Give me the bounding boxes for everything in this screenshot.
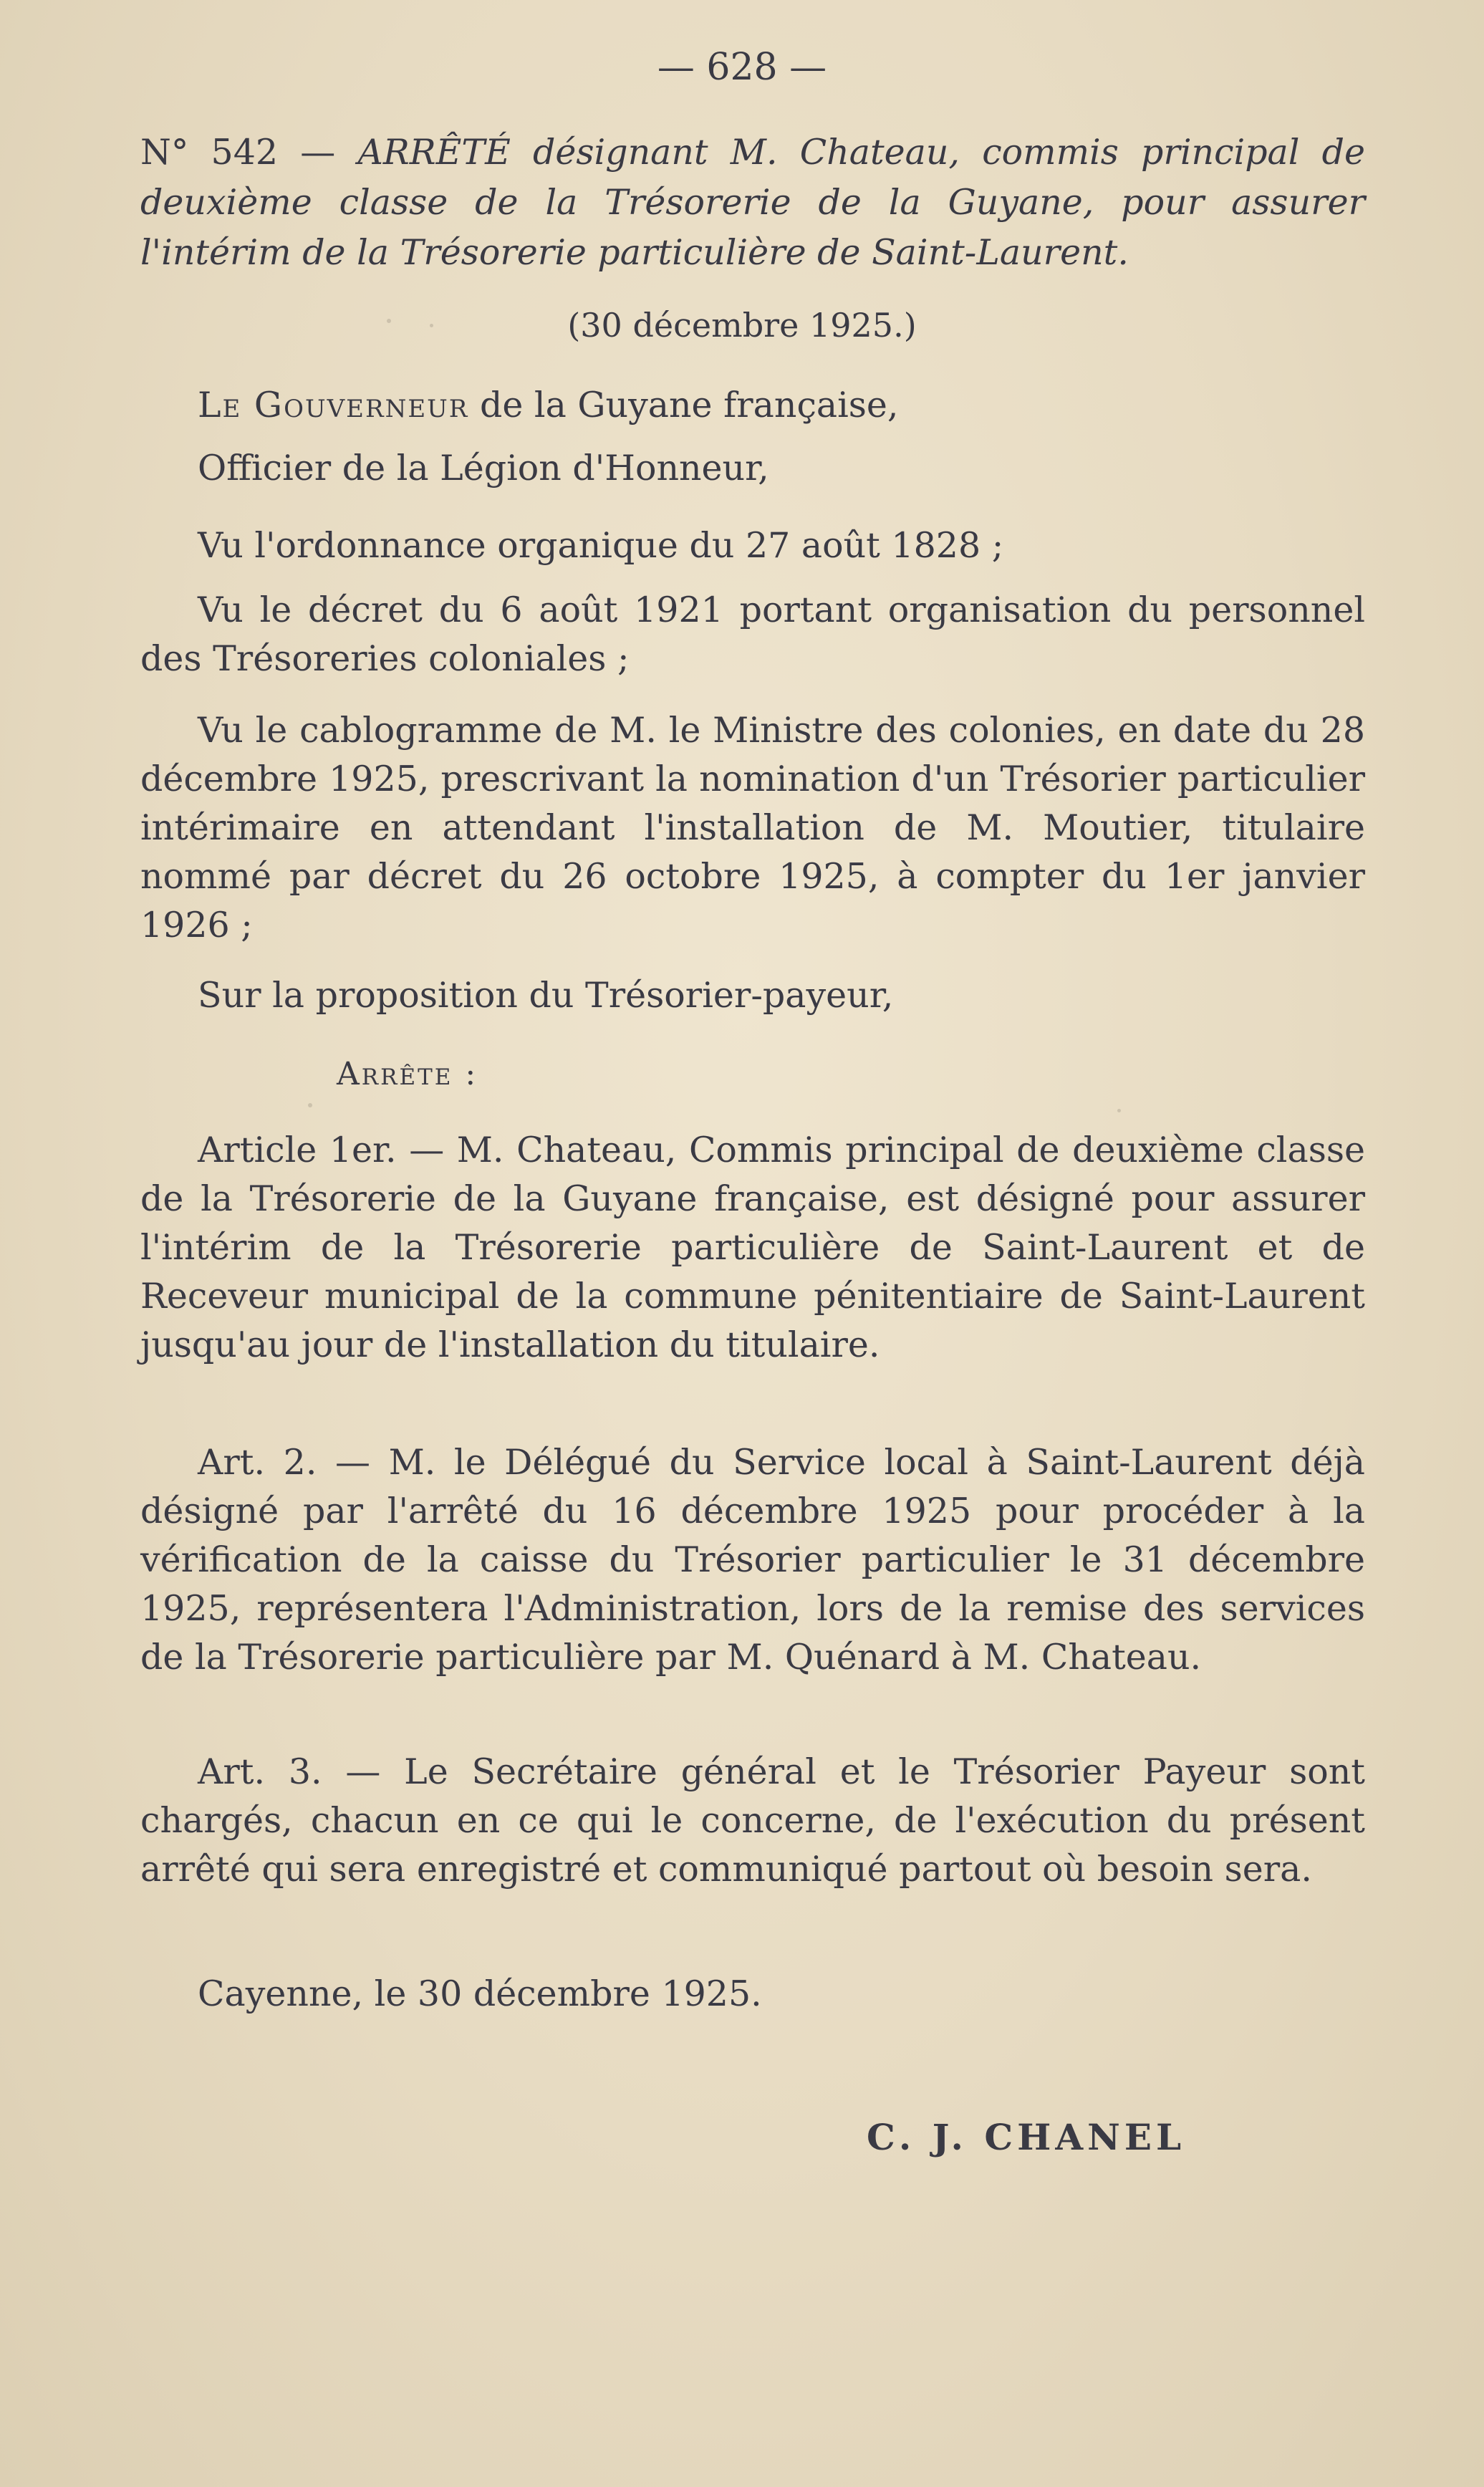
paper-speck <box>387 319 391 323</box>
sur-proposition: Sur la proposition du Trésorier-payeur, <box>198 975 894 1016</box>
decree-date: (30 décembre 1925.) <box>567 306 917 345</box>
decree-heading <box>140 128 1365 278</box>
vu-ordonnance: Vu l'ordonnance organique du 27 août 1828 ; <box>198 525 1004 566</box>
article-1: Article 1er. — M. Chateau, Commis principal de deuxième classe de la Trésorerie de la Guyane française, est désigné pour assurer l'intérim de la Trésorerie particulière de Saint-Laurent et de Receveur municipal de la commune pénitentiaire de Saint-Laurent jusqu'au jour de l'installation du titulaire. <box>140 1130 1365 1365</box>
paper-speck <box>308 1103 312 1107</box>
article-3: Art. 3. — Le Secrétaire général et le Trésorier Payeur sont chargés, chacun en ce qui le concerne, de l'exécution du présent arrêté qui sera enregistré et communiqué partout où besoin sera. <box>140 1751 1365 1890</box>
decree-number: N° 542 — <box>140 132 336 173</box>
signature: C. J. CHANEL <box>867 2116 1186 2158</box>
governor-rest: de la Guyane française, <box>468 385 899 425</box>
governor-title: Le Gouverneur <box>198 385 469 425</box>
page-number: — 628 — <box>657 46 827 89</box>
vu-decret: Vu le décret du 6 août 1921 portant organisation du personnel des Trésoreries coloniales ; <box>140 590 1365 679</box>
paper-speck <box>1117 1109 1121 1112</box>
vu-cablogramme: Vu le cablogramme de M. le Ministre des colonies, en date du 28 décembre 1925, prescrivant la nomination d'un Trésorier particulier intérimaire en attendant l'installation de M. Moutier, titulaire nommé par décret du 26 octobre 1925, à compter du 1er janvier 1926 ; <box>140 710 1365 946</box>
governor-line <box>140 381 1365 430</box>
decree-title: ARRÊTÉ désignant M. Chateau, commis principal de deuxième classe de la Trésorerie de la Guyane, pour assurer l'intérim de la Trésorerie particulière de Saint-Laurent. <box>140 132 1365 273</box>
arrete-label: Arrête : <box>337 1056 478 1092</box>
closing-place-date: Cayenne, le 30 décembre 1925. <box>198 1973 762 2014</box>
article-2: Art. 2. — M. le Délégué du Service local à Saint-Laurent déjà désigné par l'arrêté du 16 décembre 1925 pour procéder à la vérification de la caisse du Trésorier particulier le 31 décembre 1925, représentera l'Administration, lors de la remise des services de la Trésorerie particulière par M. Quénard à M. Chateau. <box>140 1442 1365 1678</box>
officer-line: Officier de la Légion d'Honneur, <box>198 448 769 489</box>
paper-speck <box>430 324 433 327</box>
